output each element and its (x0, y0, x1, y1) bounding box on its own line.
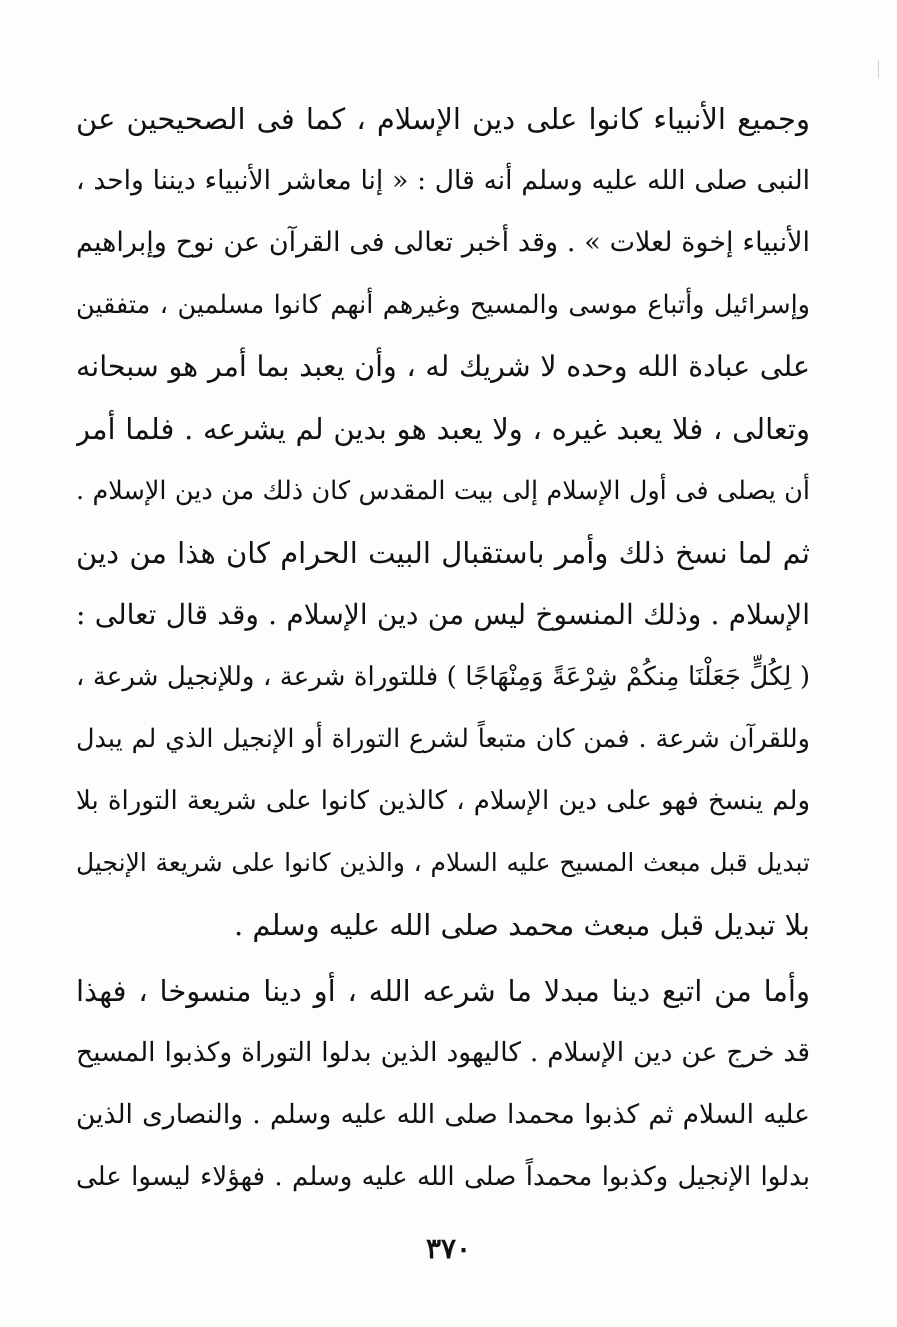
text-line: الأنبياء إخوة لعلات » . وقد أخبر تعالى فى القرآن عن نوح وإبراهيم (76, 227, 810, 258)
paragraph-1 (76, 88, 810, 956)
scan-edge-mark (878, 60, 879, 78)
text-line: عليه السلام ثم كذبوا محمدا صلى الله عليه وسلم . والنصارى الذين (76, 1099, 810, 1130)
page-number: ٣٧٠ (425, 1232, 472, 1265)
quran-verse-line: ( لِكُلٍّ جَعَلْنَا مِنكُمْ شِرْعَةً وَمِنْهَاجًا ) فللتوراة شرعة ، وللإنجيل شرعة ، (76, 662, 810, 692)
text-line: وجميع الأنبياء كانوا على دين الإسلام ، كما فى الصحيحين عن (76, 102, 810, 136)
text-line: أن يصلى فى أول الإسلام إلى بيت المقدس كان ذلك من دين الإسلام . (76, 476, 810, 506)
text-line: النبى صلى الله عليه وسلم أنه قال : « إنا معاشر الأنبياء ديننا واحد ، (76, 165, 810, 196)
text-line: وأما من اتبع دينا مبدلا ما شرعه الله ، أو دينا منسوخا ، فهذا (76, 974, 810, 1008)
text-line: وللقرآن شرعة . فمن كان متبعاً لشرع التوراة أو الإنجيل الذي لم يبدل (76, 724, 810, 754)
text-line: بدلوا الإنجيل وكذبوا محمداً صلى الله عليه وسلم . فهؤلاء ليسوا على (76, 1162, 810, 1192)
text-line: قد خرج عن دين الإسلام . كاليهود الذين بدلوا التوراة وكذبوا المسيح (76, 1037, 810, 1068)
text-line: وتعالى ، فلا يعبد غيره ، ولا يعبد هو بدين لم يشرعه . فلما أمر (76, 412, 810, 446)
text-line: تبديل قبل مبعث المسيح عليه السلام ، والذين كانوا على شريعة الإنجيل (76, 848, 810, 877)
text-line: على عبادة الله وحده لا شريك له ، وأن يعبد بما أمر هو سبحانه (76, 350, 810, 383)
text-line: وإسرائيل وأتباع موسى والمسيح وغيرهم أنهم كانوا مسلمين ، متفقين (76, 290, 810, 320)
text-line: ولم ينسخ فهو على دين الإسلام ، كالذين كانوا على شريعة التوراة بلا (76, 786, 810, 816)
text-line: بلا تبديل قبل مبعث محمد صلى الله عليه وسلم . (233, 908, 810, 942)
text-line: ثم لما نسخ ذلك وأمر باستقبال البيت الحرام كان هذا من دين (76, 536, 810, 570)
paragraph-2 (76, 960, 810, 1208)
text-line: الإسلام . وذلك المنسوخ ليس من دين الإسلام . وقد قال تعالى : (76, 598, 810, 631)
